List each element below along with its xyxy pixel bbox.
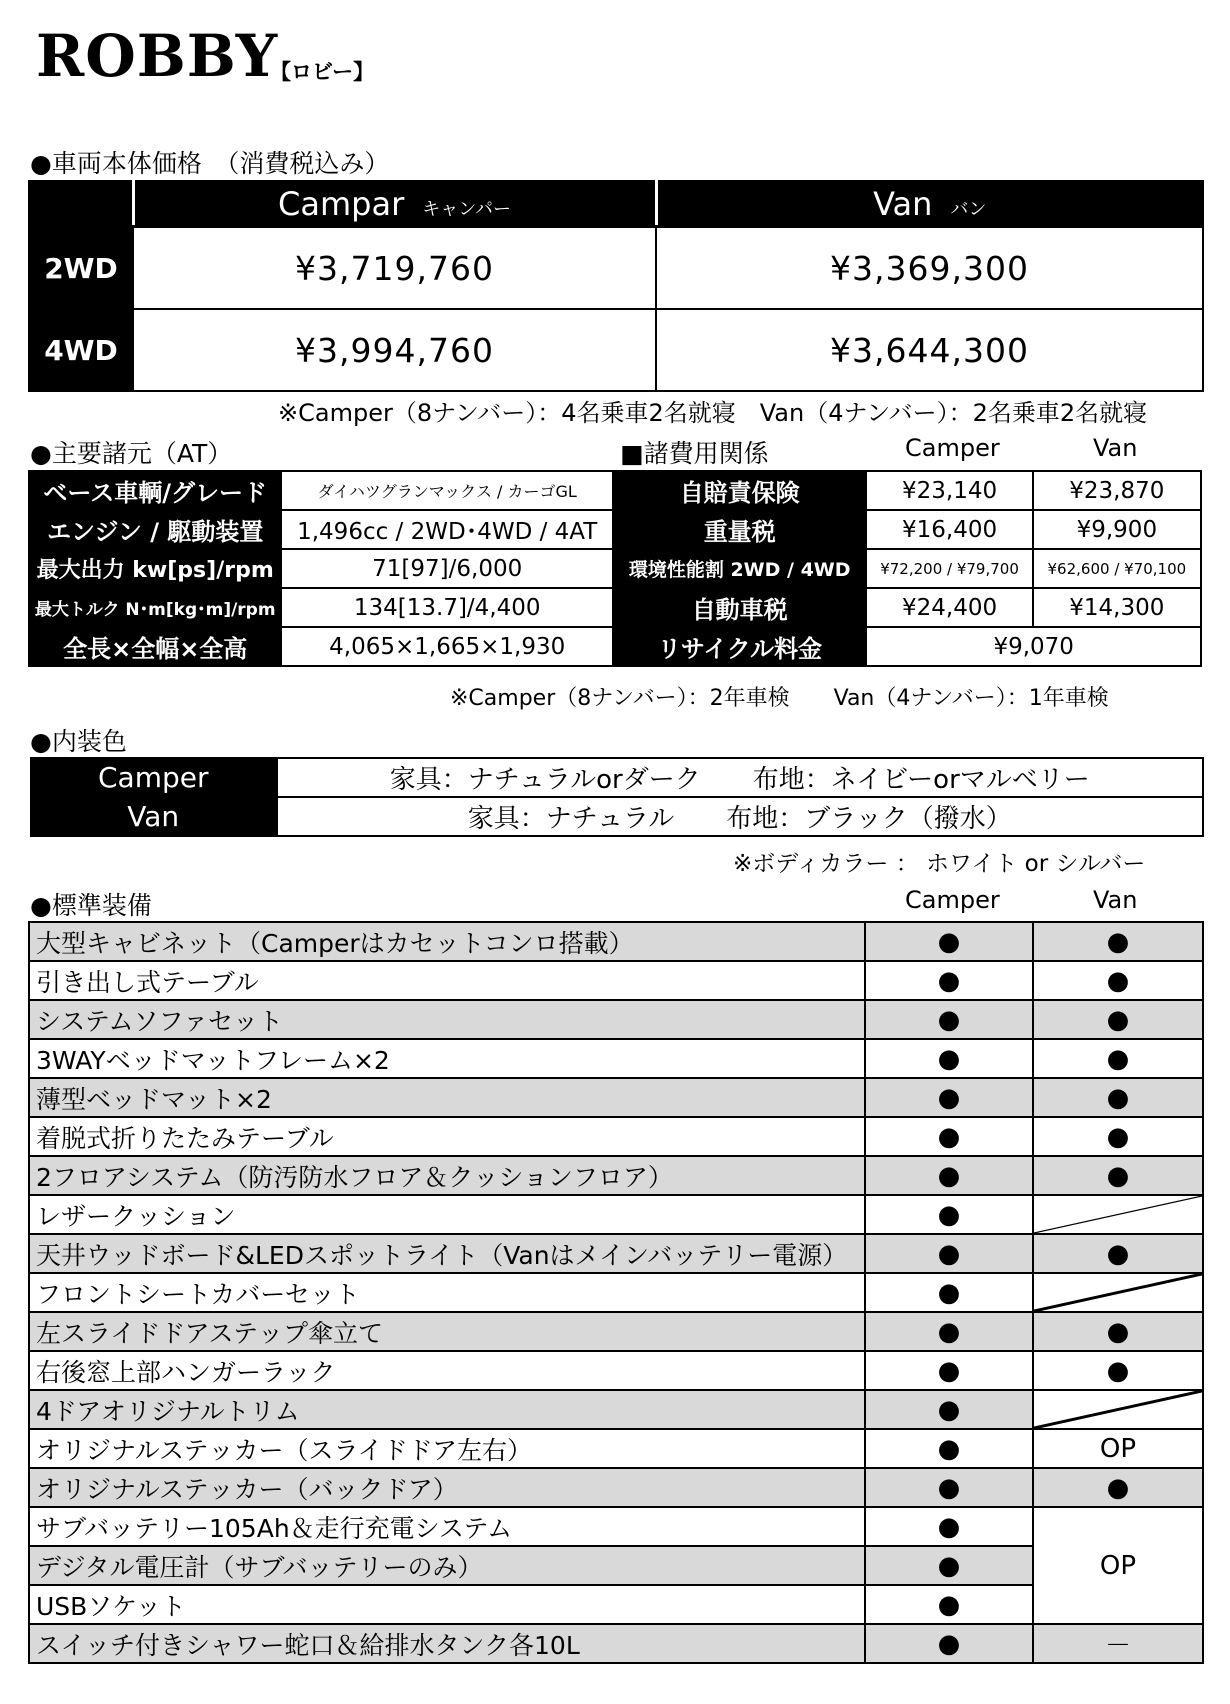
- spec-label-torque: 最大トルク N･m[kg･m]/rpm: [29, 588, 281, 627]
- price-col-van: Van バン: [656, 181, 1203, 227]
- equipment-camper-mark: ●: [865, 1390, 1033, 1429]
- interior-value-van: 家具：ナチュラル 布地：ブラック（撥水）: [276, 797, 1203, 836]
- equipment-van-mark: ●: [1033, 1000, 1203, 1039]
- spec-value-power: 71[97]/6,000: [281, 549, 613, 588]
- table-row: [29, 961, 1203, 1000]
- fee-label-weight-tax: 重量税: [613, 510, 866, 549]
- equipment-name: 薄型ベッドマット×2: [29, 1078, 865, 1117]
- equipment-van-mark: ●: [1033, 1039, 1203, 1078]
- equipment-col-van: Van: [1093, 886, 1138, 914]
- equipment-van-mark: ●: [1033, 1078, 1203, 1117]
- table-row: [29, 1468, 1203, 1507]
- price-row-label-4wd: 4WD: [29, 309, 133, 391]
- diagonal-slash-icon: [1034, 1274, 1202, 1311]
- equipment-col-camper: Camper: [905, 886, 1000, 914]
- price-col-camper: Campar キャンパー: [133, 181, 656, 227]
- interior-label-camper: Camper: [31, 758, 276, 797]
- table-row: [29, 1312, 1203, 1351]
- equipment-camper-mark: ●: [865, 1585, 1033, 1624]
- equipment-heading: ●標準装備: [30, 891, 152, 920]
- equipment-camper-mark: ●: [865, 1078, 1033, 1117]
- spec-value-base: ダイハツグランマックス / カーゴGL: [281, 471, 613, 510]
- fee-insurance-van: ¥23,870: [1033, 471, 1201, 510]
- price-row-label-2wd: 2WD: [29, 227, 133, 310]
- equipment-name: レザークッション: [29, 1195, 865, 1234]
- table-row: [29, 1078, 1203, 1117]
- table-row: [29, 1000, 1203, 1039]
- spec-label-base: ベース車輌/グレード: [29, 471, 281, 510]
- fee-weight-tax-van: ¥9,900: [1033, 510, 1201, 549]
- fee-insurance-camper: ¥23,140: [866, 471, 1032, 510]
- fees-note: ※Camper（8ナンバー）：2年車検 Van（4ナンバー）：1年車検: [450, 686, 1109, 711]
- diagonal-slash-icon: [1034, 1196, 1202, 1233]
- table-row: [29, 1117, 1203, 1156]
- body-color-note: ※ボディカラー ： ホワイト or シルバー: [733, 851, 1146, 877]
- table-row: [29, 1234, 1203, 1273]
- equipment-camper-mark: ●: [865, 1234, 1033, 1273]
- equipment-camper-mark: ●: [865, 1507, 1033, 1546]
- equipment-name: オリジナルステッカー（バックドア）: [29, 1468, 865, 1507]
- price-2wd-camper: ¥3,719,760: [133, 227, 656, 310]
- fee-label-insurance: 自賠責保険: [613, 471, 866, 510]
- equipment-name: 右後窓上部ハンガーラック: [29, 1351, 865, 1390]
- fee-env-camper: ¥72,200 / ¥79,700: [866, 549, 1032, 588]
- equipment-van-mark: ●: [1033, 1156, 1203, 1195]
- spec-heading: ●主要諸元（AT）: [30, 439, 233, 468]
- spec-value-torque: 134[13.7]/4,400: [281, 588, 613, 627]
- fee-car-tax-camper: ¥24,400: [866, 588, 1032, 627]
- interior-label-van: Van: [31, 797, 276, 836]
- equipment-van-not-available: [1033, 1195, 1203, 1234]
- equipment-camper-mark: ●: [865, 1351, 1033, 1390]
- fee-car-tax-van: ¥14,300: [1033, 588, 1201, 627]
- equipment-name: フロントシートカバーセット: [29, 1273, 865, 1312]
- equipment-van-not-available: [1033, 1273, 1203, 1312]
- table-row: [29, 1351, 1203, 1390]
- equipment-van-mark: ●: [1033, 1234, 1203, 1273]
- equipment-name: スイッチ付きシャワー蛇口＆給排水タンク各10L: [29, 1624, 865, 1663]
- equipment-table: [28, 921, 1204, 1664]
- equipment-name: システムソファセット: [29, 1000, 865, 1039]
- table-row: [29, 1429, 1203, 1468]
- page-title: ROBBY: [36, 22, 279, 90]
- equipment-name: オリジナルステッカー（スライドドア左右）: [29, 1429, 865, 1468]
- interior-table: [30, 757, 1204, 837]
- price-heading: ●車両本体価格 （消費税込み）: [30, 149, 390, 178]
- equipment-name: 引き出し式テーブル: [29, 961, 865, 1000]
- equipment-camper-mark: ●: [865, 961, 1033, 1000]
- equipment-name: サブバッテリー105Ah＆走行充電システム: [29, 1507, 865, 1546]
- diagonal-slash-icon: [1034, 1391, 1202, 1428]
- equipment-name: 天井ウッドボード&LEDスポットライト（Vanはメインバッテリー電源）: [29, 1234, 865, 1273]
- equipment-van-mark: OP: [1033, 1507, 1203, 1624]
- spec-label-power: 最大出力 kw[ps]/rpm: [29, 549, 281, 588]
- table-row: [29, 1273, 1203, 1312]
- table-row: [29, 1624, 1203, 1663]
- table-row: [29, 1390, 1203, 1429]
- price-corner: [29, 181, 133, 227]
- equipment-camper-mark: ●: [865, 1117, 1033, 1156]
- fees-col-camper: Camper: [905, 434, 1000, 462]
- spec-fees-table: [28, 470, 1202, 667]
- fee-label-car-tax: 自動車税: [613, 588, 866, 627]
- fees-heading: ■諸費用関係: [620, 439, 769, 468]
- equipment-camper-mark: ●: [865, 1039, 1033, 1078]
- equipment-van-mark: ●: [1033, 1468, 1203, 1507]
- spec-value-engine: 1,496cc / 2WD･4WD / 4AT: [281, 510, 613, 549]
- equipment-name: USBソケット: [29, 1585, 865, 1624]
- equipment-van-mark: －: [1033, 1624, 1203, 1663]
- equipment-camper-mark: ●: [865, 1546, 1033, 1585]
- fee-recycle-value: ¥9,070: [866, 627, 1201, 666]
- equipment-camper-mark: ●: [865, 922, 1033, 961]
- interior-value-camper: 家具：ナチュラルorダーク 布地：ネイビーorマルベリー: [276, 758, 1203, 797]
- equipment-name: デジタル電圧計（サブバッテリーのみ）: [29, 1546, 865, 1585]
- equipment-camper-mark: ●: [865, 1312, 1033, 1351]
- equipment-camper-mark: ●: [865, 1273, 1033, 1312]
- equipment-camper-mark: ●: [865, 1000, 1033, 1039]
- equipment-van-mark: OP: [1033, 1429, 1203, 1468]
- equipment-name: 大型キャビネット（Camperはカセットコンロ搭載）: [29, 922, 865, 961]
- equipment-camper-mark: ●: [865, 1156, 1033, 1195]
- table-row: [29, 1507, 1203, 1546]
- price-note: ※Camper（8ナンバー）：4名乗車2名就寝 Van（4ナンバー）：2名乗車2名就寝: [278, 399, 1148, 427]
- table-row: [29, 1156, 1203, 1195]
- equipment-camper-mark: ●: [865, 1624, 1033, 1663]
- equipment-van-mark: ●: [1033, 1117, 1203, 1156]
- price-table: [28, 180, 1204, 392]
- price-4wd-camper: ¥3,994,760: [133, 309, 656, 391]
- price-2wd-van: ¥3,369,300: [656, 227, 1203, 310]
- table-row: [29, 922, 1203, 961]
- fee-label-recycle: リサイクル料金: [613, 627, 866, 666]
- equipment-camper-mark: ●: [865, 1429, 1033, 1468]
- equipment-van-not-available: [1033, 1390, 1203, 1429]
- spec-label-engine: エンジン / 駆動装置: [29, 510, 281, 549]
- fee-env-van: ¥62,600 / ¥70,100: [1033, 549, 1201, 588]
- equipment-name: 4ドアオリジナルトリム: [29, 1390, 865, 1429]
- equipment-name: 左スライドドアステップ傘立て: [29, 1312, 865, 1351]
- fee-weight-tax-camper: ¥16,400: [866, 510, 1032, 549]
- equipment-van-mark: ●: [1033, 961, 1203, 1000]
- spec-label-dimensions: 全長×全幅×全高: [29, 627, 281, 666]
- table-row: [29, 1195, 1203, 1234]
- table-row: [29, 1585, 1203, 1624]
- interior-heading: ●内装色: [30, 727, 127, 756]
- equipment-name: 3WAYベッドマットフレーム×2: [29, 1039, 865, 1078]
- equipment-name: 2フロアシステム（防汚防水フロア＆クッションフロア）: [29, 1156, 865, 1195]
- equipment-van-mark: ●: [1033, 1312, 1203, 1351]
- spec-value-dimensions: 4,065×1,665×1,930: [281, 627, 613, 666]
- equipment-van-mark: ●: [1033, 922, 1203, 961]
- table-row: [29, 1039, 1203, 1078]
- equipment-name: 着脱式折りたたみテーブル: [29, 1117, 865, 1156]
- equipment-van-mark: ●: [1033, 1351, 1203, 1390]
- table-row: [29, 1546, 1203, 1585]
- fee-label-env: 環境性能割 2WD / 4WD: [613, 549, 866, 588]
- page-subtitle: 【ロビー】: [270, 59, 375, 84]
- equipment-camper-mark: ●: [865, 1195, 1033, 1234]
- price-4wd-van: ¥3,644,300: [656, 309, 1203, 391]
- fees-col-van: Van: [1093, 434, 1138, 462]
- equipment-camper-mark: ●: [865, 1468, 1033, 1507]
